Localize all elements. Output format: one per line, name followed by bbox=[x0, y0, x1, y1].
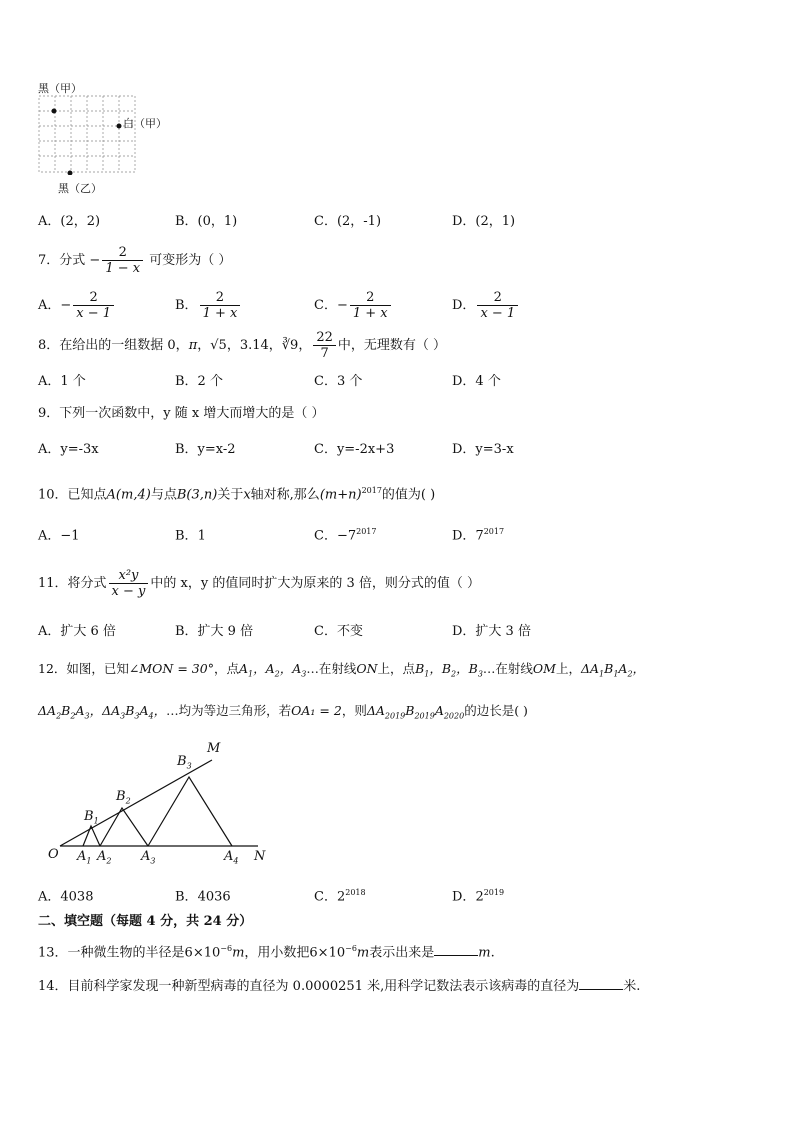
q8-option-b[interactable]: B．2 个 bbox=[175, 374, 223, 389]
board-label-bottom: 黑（乙） bbox=[58, 182, 102, 195]
q9-option-a[interactable]: A．y=-3x bbox=[38, 442, 99, 457]
q7-pre: 7．分式 bbox=[38, 253, 86, 268]
q12-option-b[interactable]: B．4036 bbox=[175, 889, 231, 905]
q6-option-b[interactable]: B．(0，1) bbox=[175, 214, 238, 229]
label-m: M bbox=[207, 741, 221, 756]
label-a3: $A_3$ bbox=[141, 849, 156, 866]
q7-option-d[interactable]: D． $\frac{2}{x - 1}$ bbox=[452, 290, 520, 321]
q10-option-c[interactable]: C．$-7^{2017}$ bbox=[314, 527, 377, 544]
q7-option-c[interactable]: C．− $\frac{2}{1 + x}$ bbox=[314, 290, 393, 321]
q11-option-c[interactable]: C．不变 bbox=[314, 624, 363, 639]
q7-option-b[interactable]: B． $\frac{2}{1 + x}$ bbox=[175, 290, 242, 321]
section-fill-blank-title: 二、填空题（每题 4 分，共 24 分） bbox=[38, 914, 253, 929]
q11-option-b[interactable]: B．扩大 9 倍 bbox=[175, 624, 254, 639]
q7-option-a[interactable]: A．− $\frac{2}{x - 1}$ bbox=[38, 290, 116, 321]
q13-stem: 13．一种微生物的半径是$6\times 10^{-6}m$，用小数把$6\times 10^{-6}m$表示出来是 m. bbox=[38, 944, 495, 961]
black-stone-a bbox=[52, 109, 57, 114]
q9-option-c[interactable]: C．y=-2x+3 bbox=[314, 442, 395, 457]
q14-stem: 14．目前科学家发现一种新型病毒的直径为 0.0000251 米,用科学记数法表示该病毒的直径为 米. bbox=[38, 979, 641, 994]
q10-option-b[interactable]: B．1 bbox=[175, 528, 206, 544]
q12-option-d[interactable]: D．$2^{2019}$ bbox=[452, 888, 505, 905]
board-label-right: 白（甲） bbox=[123, 117, 167, 130]
label-o: O bbox=[48, 847, 59, 862]
q7-fraction: $\frac{2}{1 - x}$ bbox=[102, 245, 143, 276]
ray-om bbox=[60, 760, 212, 846]
q12-option-c[interactable]: C．$2^{2018}$ bbox=[314, 888, 366, 905]
q6-option-c[interactable]: C．(2，-1) bbox=[314, 214, 382, 229]
q10-stem: 10．已知点A(m,4)与点B(3,n)关于x轴对称,那么$(m+n)^{2017}$的值为( ) bbox=[38, 486, 436, 503]
q12-triangles-diagram bbox=[40, 740, 280, 870]
label-n: N bbox=[254, 849, 266, 864]
q8-option-c[interactable]: C．3 个 bbox=[314, 374, 363, 389]
triangle-3 bbox=[148, 777, 232, 846]
q13-answer-blank[interactable] bbox=[434, 943, 478, 956]
triangle-2 bbox=[100, 808, 148, 846]
q9-option-d[interactable]: D．y=3-x bbox=[452, 442, 514, 457]
q6-option-a[interactable]: A．(2，2) bbox=[38, 214, 101, 229]
black-stone-b bbox=[68, 171, 73, 176]
q7-stem: 7．分式 − $\frac{2}{1 - x}$ 可变形为（ ） bbox=[38, 245, 232, 276]
q11-option-d[interactable]: D．扩大 3 倍 bbox=[452, 624, 531, 639]
q12-stem-line1: 12．如图，已知∠MON = 30°，点$A_1$，$A_2$，$A_3\dots$在射线ON上，点$B_1$，$B_2$，$B_3\dots$在射线OM上，$\Delta A_1B_1A_2$， bbox=[38, 661, 646, 679]
q10-option-d[interactable]: D．$7^{2017}$ bbox=[452, 527, 505, 544]
board-grid bbox=[38, 95, 138, 175]
q8-option-a[interactable]: A．1 个 bbox=[38, 374, 86, 389]
q10-option-a[interactable]: A．−1 bbox=[38, 528, 80, 544]
q8-fraction: $\frac{22}{7}$ bbox=[313, 330, 336, 361]
q11-option-a[interactable]: A．扩大 6 倍 bbox=[38, 624, 116, 639]
label-b2: $B_2$ bbox=[116, 789, 131, 806]
label-b1: $B_1$ bbox=[84, 809, 99, 826]
q7-post: 可变形为（ ） bbox=[149, 253, 232, 268]
q8-stem: 8．在给出的一组数据 0，π，√5，3.14，∛9， $\frac{22}{7}$ 中，无理数有（ ） bbox=[38, 330, 447, 361]
label-b3: $B_3$ bbox=[177, 754, 192, 771]
triangle-1 bbox=[83, 826, 100, 846]
q8-option-d[interactable]: D．4 个 bbox=[452, 374, 501, 389]
label-a1: $A_1$ bbox=[77, 849, 92, 866]
board-label-top: 黑（甲） bbox=[38, 82, 82, 95]
q12-option-a[interactable]: A．4038 bbox=[38, 889, 94, 905]
q9-option-b[interactable]: B．y=x-2 bbox=[175, 442, 236, 457]
q9-stem: 9．下列一次函数中，y 随 x 增大而增大的是（ ） bbox=[38, 406, 325, 421]
label-a4: $A_4$ bbox=[224, 849, 239, 866]
q14-answer-blank[interactable] bbox=[579, 977, 623, 990]
white-stone bbox=[117, 124, 122, 129]
q11-stem: 11．将分式 $\frac{\text{x²y}}{x - y}$ 中的 x，y 的值同时扩大为原来的 3 倍，则分式的值（ ） bbox=[38, 568, 480, 599]
q6-option-d[interactable]: D．(2，1) bbox=[452, 214, 516, 229]
q11-fraction: $\frac{\text{x²y}}{x - y}$ bbox=[109, 568, 149, 599]
q12-stem-line2: $\Delta A_2B_2A_3$，$\Delta A_3B_3A_4$，…均为等边三角形，若OA₁ = 2，则$\Delta A_{2019}B_{2019}A_{2020}$的边长是( ) bbox=[38, 703, 528, 721]
label-a2: $A_2$ bbox=[97, 849, 112, 866]
